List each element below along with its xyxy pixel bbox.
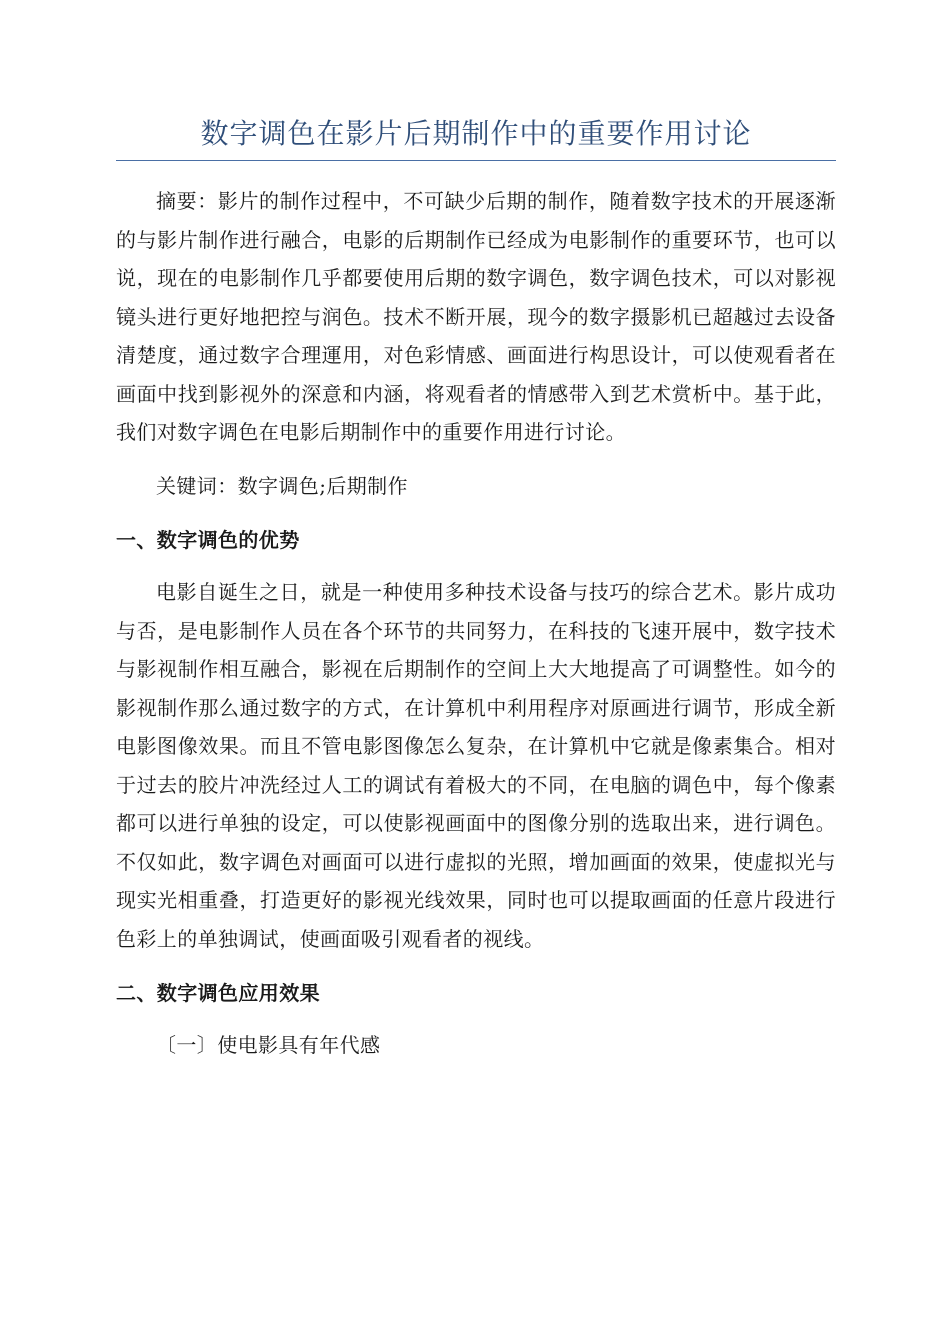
abstract-paragraph: 摘要：影片的制作过程中，不可缺少后期的制作，随着数字技术的开展逐渐的与影片制作进行融合，电影的后期制作已经成为电影制作的重要环节，也可以说，现在的电影制作几乎都要使用后期的数字调色，数字调色技术，可以对影视镜头进行更好地把控与润色。技术不断开展，现今的数字摄影机已超越过去设备清楚度，通过数字合理運用，对色彩情感、画面进行构思设计，可以使观看者在画面中找到影视外的深意和内涵，将观看者的情感带入到艺术赏析中。基于此，我们对数字调色在电影后期制作中的重要作用进行讨论。 <box>116 189 836 444</box>
keywords-line: 关键词：数字调色;后期制作 <box>156 473 408 498</box>
document-page <box>116 112 836 1064</box>
section-2-heading: 二、数字调色应用效果 <box>116 981 320 1005</box>
section-1-body: 电影自诞生之日，就是一种使用多种技术设备与技巧的综合艺术。影片成功与否，是电影制作人员在各个环节的共同努力，在科技的飞速开展中，数字技术与影视制作相互融合，影视在后期制作的空间上大大地提高了可调整性。如今的影视制作那么通过数字的方式，在计算机中利用程序对原画进行调节，形成全新电影图像效果。而且不管电影图像怎么复杂，在计算机中它就是像素集合。相对于过去的胶片冲洗经过人工的调试有着极大的不同，在电脑的调色中，每个像素都可以进行单独的设定，可以使影视画面中的图像分别的选取出来，进行调色。不仅如此，数字调色对画面可以进行虚拟的光照，增加画面的效果，使虚拟光与现实光相重叠，打造更好的影视光线效果，同时也可以提取画面的任意片段进行色彩上的单独调试，使画面吸引观看者的视线。 <box>116 580 836 951</box>
section-1-heading: 一、数字调色的优势 <box>116 528 300 552</box>
subsection-1-heading: 〔一〕使电影具有年代感 <box>156 1033 381 1057</box>
document-title: 数字调色在影片后期制作中的重要作用讨论 <box>116 112 836 161</box>
